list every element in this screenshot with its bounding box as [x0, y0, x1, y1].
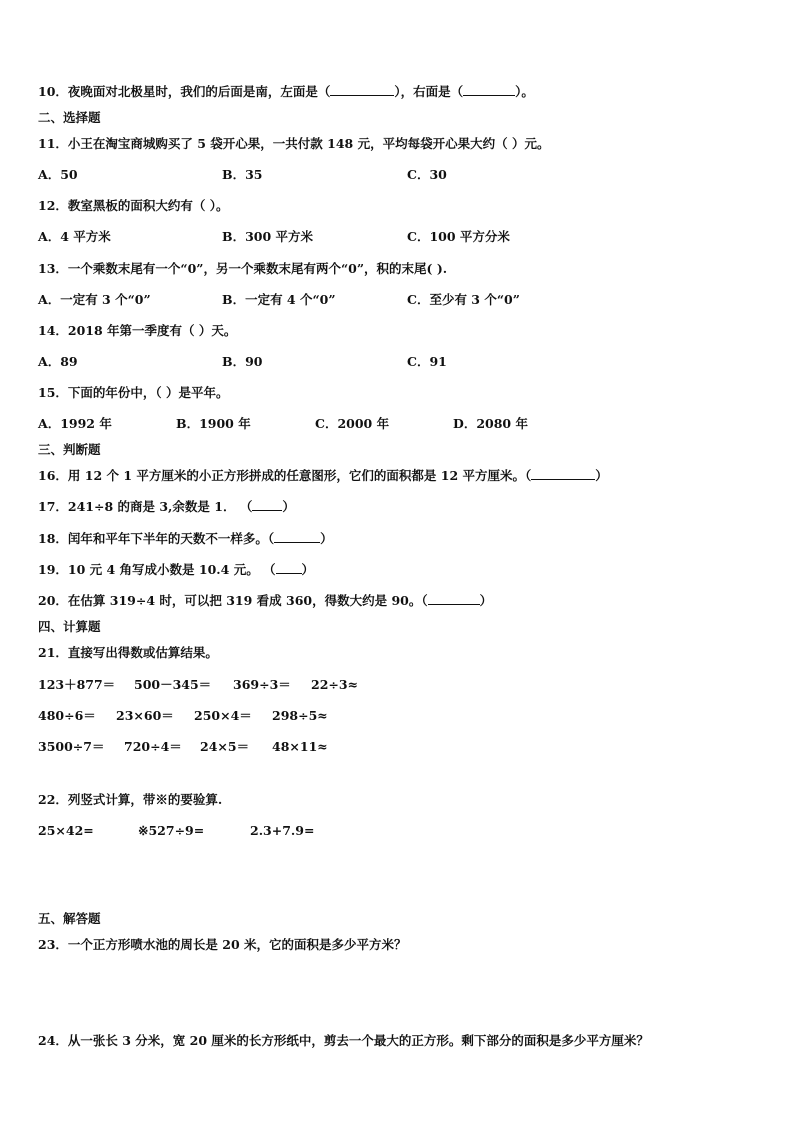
calc-item: 123＋877＝ [38, 677, 116, 692]
answer-blank[interactable] [330, 84, 394, 96]
question-18-close: ） [320, 531, 333, 546]
question-10 [38, 84, 534, 100]
option-c[interactable]: C．30 [407, 167, 447, 182]
question-24: 24．从一张长 3 分米，宽 20 厘米的长方形纸中，剪去一个最大的正方形。剩下部分的面积是多少平方厘米？ [38, 1033, 649, 1048]
option-a[interactable]: A．1992 年 [38, 416, 112, 431]
calc-item: 22÷3≈ [311, 677, 359, 692]
question-14: 14．2018 年第一季度有（ ）天。 [38, 323, 237, 338]
option-a[interactable]: A．一定有 3 个“0” [38, 292, 151, 307]
calc-item: 3500÷7＝ [38, 739, 105, 754]
question-18 [38, 531, 333, 547]
question-20 [38, 593, 492, 609]
question-16 [38, 468, 608, 484]
option-c[interactable]: C．2000 年 [315, 416, 390, 431]
calc-item: 500－345＝ [134, 677, 212, 692]
calc-item: 25×42= [38, 823, 94, 838]
question-10-part-c: ）。 [515, 84, 534, 99]
answer-blank[interactable] [531, 468, 595, 480]
answer-blank[interactable] [252, 499, 282, 511]
calc-item: 480÷6＝ [38, 708, 96, 723]
answer-blank[interactable] [274, 531, 320, 543]
calc-item: 24×5＝ [200, 739, 250, 754]
option-a[interactable]: A．50 [38, 167, 78, 182]
question-15: 15．下面的年份中，（ ）是平年。 [38, 385, 229, 400]
section-heading-word-problems: 五、解答题 [38, 911, 101, 926]
calc-item: 720÷4＝ [124, 739, 182, 754]
option-c[interactable]: C．至少有 3 个“0” [407, 292, 520, 307]
answer-blank[interactable] [463, 84, 515, 96]
option-c[interactable]: C．100 平方分米 [407, 229, 510, 244]
calc-item: 48×11≈ [272, 739, 328, 754]
question-19 [38, 562, 314, 578]
calc-item: 23×60＝ [116, 708, 174, 723]
option-b[interactable]: B．35 [222, 167, 263, 182]
question-11: 11．小王在淘宝商城购买了 5 袋开心果，一共付款 148 元，平均每袋开心果大约（ ）元。 [38, 136, 550, 151]
question-13: 13．一个乘数末尾有一个“0”，另一个乘数末尾有两个“0”，积的末尾( ). [38, 261, 448, 276]
section-heading-calculation: 四、计算题 [38, 619, 101, 634]
question-23: 23．一个正方形喷水池的周长是 20 米，它的面积是多少平方米？ [38, 937, 407, 952]
question-10-part-b: ），右面是（ [394, 84, 464, 99]
option-c[interactable]: C．91 [407, 354, 447, 369]
section-heading-judgement: 三、判断题 [38, 442, 101, 457]
calc-item: 2.3+7.9= [250, 823, 315, 838]
calc-item: 250×4＝ [194, 708, 252, 723]
calc-item: 298÷5≈ [272, 708, 328, 723]
question-18-text: 18．闰年和平年下半年的天数不一样多。（ [38, 531, 275, 546]
question-20-close: ） [479, 593, 493, 608]
section-heading-choice: 二、选择题 [38, 110, 101, 125]
question-17-close: ） [282, 499, 295, 514]
question-17-text: 17．241÷8 的商是 3,余数是 1． （ [38, 499, 253, 514]
question-21: 21．直接写出得数或估算结果。 [38, 645, 218, 660]
calc-item: 369÷3＝ [233, 677, 291, 692]
option-b[interactable]: B．一定有 4 个“0” [222, 292, 336, 307]
question-16-close: ） [595, 468, 608, 483]
question-22: 22．列竖式计算，带※的要验算. [38, 792, 223, 807]
option-b[interactable]: B．1900 年 [176, 416, 251, 431]
question-16-text: 16．用 12 个 1 平方厘米的小正方形拼成的任意图形，它们的面积都是 12 平方厘米。（ [38, 468, 532, 483]
question-17 [38, 499, 295, 515]
answer-blank[interactable] [276, 562, 302, 574]
question-19-text: 19．10 元 4 角写成小数是 10.4 元。 （ [38, 562, 276, 577]
question-20-text: 20．在估算 319÷4 时，可以把 319 看成 360，得数大约是 90。（ [38, 593, 428, 608]
calc-item: ※527÷9= [138, 823, 205, 838]
option-b[interactable]: B．300 平方米 [222, 229, 314, 244]
question-12: 12．教室黑板的面积大约有（ ）。 [38, 198, 229, 213]
option-b[interactable]: B．90 [222, 354, 263, 369]
answer-blank[interactable] [428, 593, 480, 605]
option-a[interactable]: A．4 平方米 [38, 229, 111, 244]
option-d[interactable]: D．2080 年 [453, 416, 528, 431]
question-19-close: ） [301, 562, 315, 577]
option-a[interactable]: A．89 [38, 354, 78, 369]
question-10-part-a: 10．夜晚面对北极星时，我们的后面是南，左面是（ [38, 84, 331, 99]
